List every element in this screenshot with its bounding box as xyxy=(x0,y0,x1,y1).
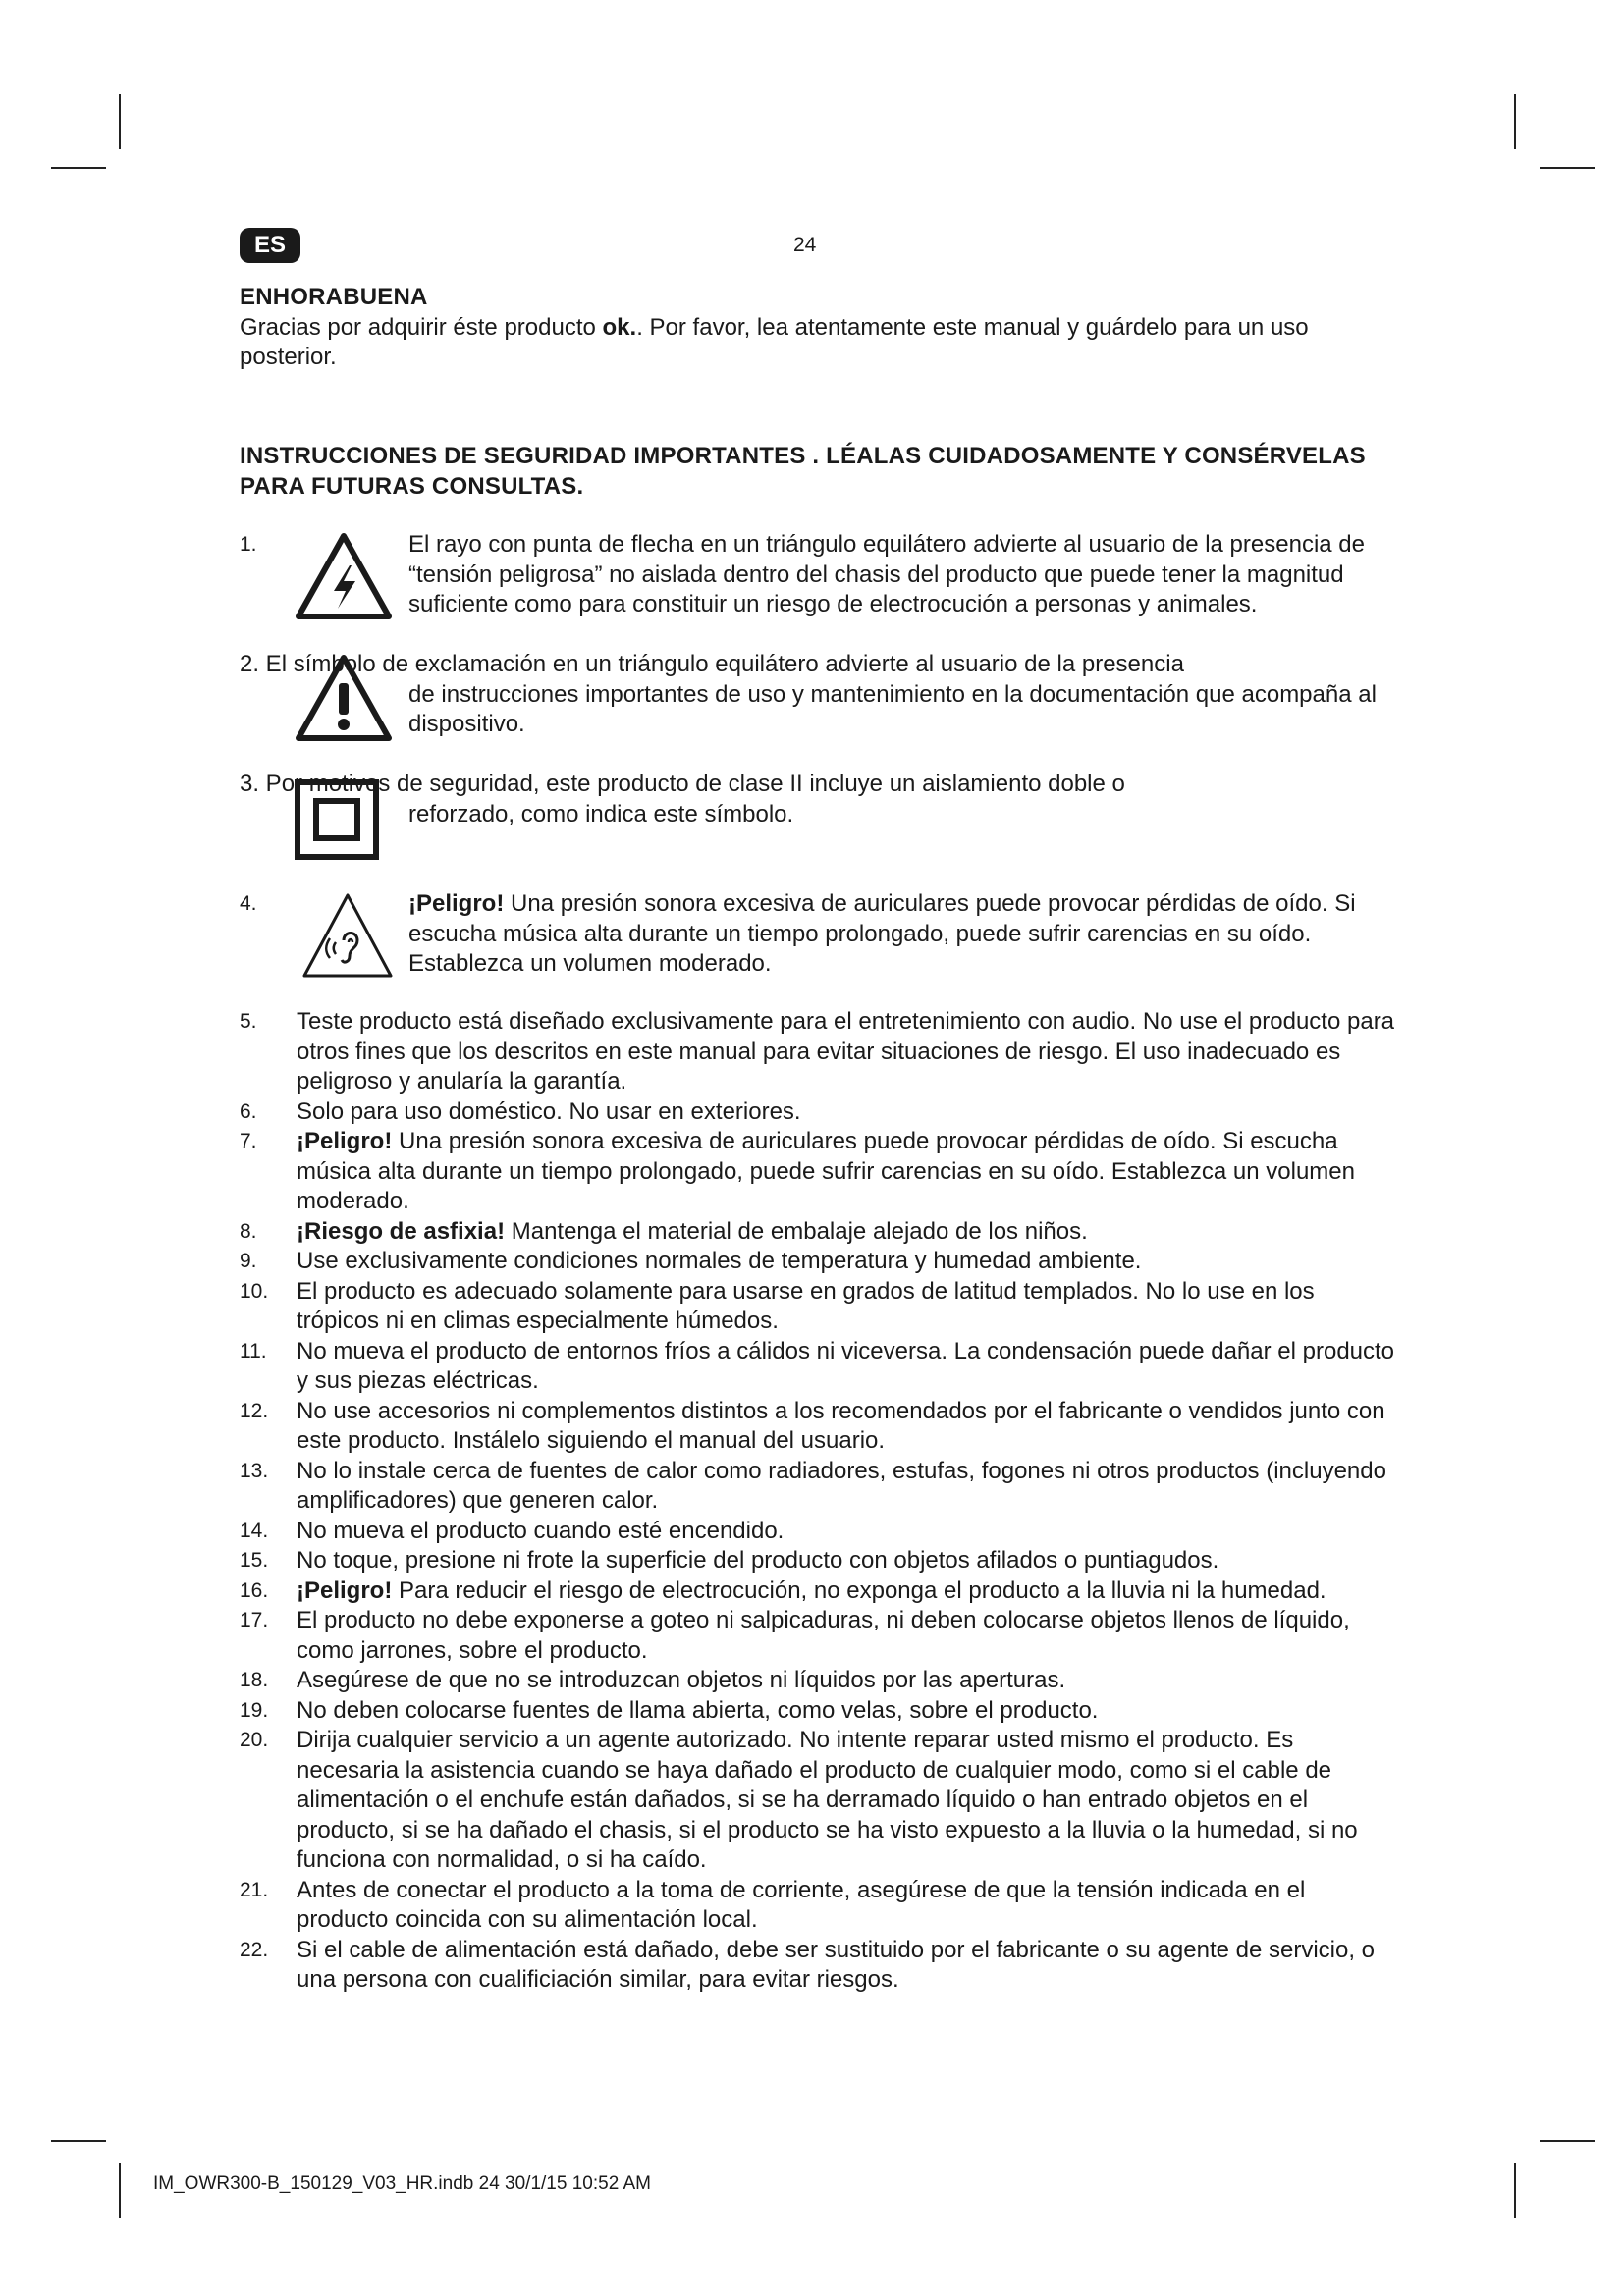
safety-heading: INSTRUCCIONES DE SEGURIDAD IMPORTANTES . LÉALAS CUIDADOSAMENTE Y CONSÉRVELAS PARA FUTURAS CONSULTAS. xyxy=(240,443,1366,500)
print-imprint: IM_OWR300-B_150129_V03_HR.indb 24 30/1/15 10:52 AM xyxy=(153,2173,651,2194)
list-item xyxy=(240,1876,1398,1936)
hearing-warning-icon xyxy=(300,891,395,982)
item-emphasis: ¡Riesgo de asfixia! xyxy=(297,1217,506,1245)
intro-section xyxy=(240,283,1398,373)
brand-name: ok. xyxy=(602,313,637,341)
item-text: Dirija cualquier servicio a un agente autorizado. No intente reparar usted mismo el producto. Es necesaria la asistencia cuando se haya dañado el producto de cualquier modo, como si el cable de alimentación o el enchufe están dañados, si se ha derramado líquido o han entrado objetos en el producto, si se ha dañado el chasis, si el producto se ha visto expuesto a la lluvia o la humedad, si no funciona con normalidad, o si ha caído. xyxy=(297,1727,1358,1873)
list-item xyxy=(240,1606,1398,1666)
list-item xyxy=(240,1936,1398,1996)
item-text: No use accesorios ni complementos distintos a los recomendados por el fabricante o vendidos junto con este producto. Instálelo siguiendo el manual del usuario. xyxy=(297,1397,1385,1454)
list-item xyxy=(240,1247,1398,1277)
item-text: Mantenga el material de embalaje alejado de los niños. xyxy=(505,1217,1088,1245)
crop-mark xyxy=(1514,94,1516,149)
crop-mark xyxy=(1540,2140,1595,2142)
item-number: 20. xyxy=(240,1729,269,1751)
list-item xyxy=(240,1576,1398,1607)
item-emphasis: ¡Peligro! xyxy=(297,1128,393,1154)
item-text: Solo para uso doméstico. No usar en exteriores. xyxy=(297,1097,801,1125)
symbol-item-1: 1. El rayo con punta de flecha en un triángulo equilátero advierte al usuario de la presencia de “tensión peligrosa” no aislada dentro del chasis del producto que puede tener la magnitud suficiente como para constituir un riesgo de electrocución a personas y animales. xyxy=(240,530,1398,648)
list-item xyxy=(240,1666,1398,1696)
item-text: Asegúrese de que no se introduzcan objetos ni líquidos por las aperturas. xyxy=(297,1667,1066,1693)
item-number: 13. xyxy=(240,1459,269,1482)
item-number: 5. xyxy=(240,1010,257,1033)
item-number: 22. xyxy=(240,1938,269,1961)
list-item xyxy=(240,1546,1398,1576)
item-text: No toque, presione ni frote la superficie del producto con objetos afilados o puntiagudos. xyxy=(297,1547,1219,1574)
item-number: 14. xyxy=(240,1519,269,1542)
list-item xyxy=(240,1397,1398,1457)
crop-mark xyxy=(1540,167,1595,169)
crop-mark xyxy=(119,94,121,149)
list-item xyxy=(240,1277,1398,1337)
item-text: No mueva el producto de entornos fríos a cálidos ni viceversa. La condensación puede dañar el producto y sus piezas eléctricas. xyxy=(297,1337,1395,1394)
language-badge: ES xyxy=(240,228,300,263)
item-text: Use exclusivamente condiciones normales de temperatura y humedad ambiente. xyxy=(297,1248,1142,1274)
item-number: 17. xyxy=(240,1609,269,1631)
item-number: 21. xyxy=(240,1878,269,1901)
page-number: 24 xyxy=(793,234,817,256)
list-item xyxy=(240,1007,1398,1097)
lightning-triangle-icon xyxy=(295,532,393,620)
item-text: El producto es adecuado solamente para usarse en grados de latitud templados. No lo use en los trópicos ni en climas especialmente húmedos. xyxy=(297,1277,1315,1334)
item-number: 15. xyxy=(240,1549,269,1572)
item-text: Para reducir el riesgo de electrocución, no exponga el producto a la lluvia ni la humedad. xyxy=(392,1576,1326,1604)
item-text: No mueva el producto cuando esté encendido. xyxy=(297,1517,785,1544)
list-item xyxy=(240,1726,1398,1876)
safety-list xyxy=(240,1007,1398,1996)
list-item xyxy=(240,1217,1398,1248)
item-text: Una presión sonora excesiva de auriculares puede provocar pérdidas de oído. Si escucha música alta durante un tiempo prolongado, puede sufrir carencias en su oído. Establezca un volumen moderado. xyxy=(297,1128,1355,1214)
list-item xyxy=(240,1457,1398,1517)
crop-mark xyxy=(51,2140,106,2142)
item-text: Teste producto está diseñado exclusivamente para el entretenimiento con audio. No use el producto para otros fines que los descritos en este manual para evitar situaciones de riesgo. El uso inadecuado es peligroso y anularía la garantía. xyxy=(297,1008,1395,1095)
item-number: 18. xyxy=(240,1669,269,1691)
list-item xyxy=(240,1517,1398,1547)
crop-mark xyxy=(119,2163,121,2218)
list-item xyxy=(240,1127,1398,1217)
crop-mark xyxy=(1514,2163,1516,2218)
item-number: 9. xyxy=(240,1250,257,1272)
item-number: 11. xyxy=(240,1339,267,1362)
intro-text: Gracias por adquirir éste producto ok.. Por favor, lea atentamente este manual y guárdelo para un uso posterior. xyxy=(240,313,1309,370)
item-number: 19. xyxy=(240,1698,269,1722)
symbol-item-3: 3. Por motivos de seguridad, este producto de clase II incluye un aislamiento doble o reforzado, como indica este símbolo. xyxy=(240,770,1398,858)
danger-label: ¡Peligro! xyxy=(408,890,505,917)
crop-mark xyxy=(51,167,106,169)
item-text: El producto no debe exponerse a goteo ni salpicaduras, ni deben colocarse objetos llenos de líquido, como jarrones, sobre el producto. xyxy=(297,1607,1350,1664)
list-item xyxy=(240,1097,1398,1128)
list-item xyxy=(240,1337,1398,1397)
symbol-item-4: 4. ¡Peligro! Una presión sonora excesiva de auriculares puede provocar pérdidas de oído. Si escucha música alta durante un tiempo prolongado, puede sufrir carencias en su oído. Establezca un volumen moderado. xyxy=(240,889,1398,988)
item-number: 10. xyxy=(240,1279,269,1303)
item-number: 6. xyxy=(240,1099,257,1123)
item-number: 12. xyxy=(240,1399,269,1422)
item-text: Antes de conectar el producto a la toma de corriente, asegúrese de que la tensión indicada en el producto coincida con su alimentación local. xyxy=(297,1876,1306,1933)
item-text: Si el cable de alimentación está dañado, debe ser sustituido por el fabricante o su agente de servicio, o una persona con cualificiación similar, para evitar riesgos. xyxy=(297,1936,1376,1993)
item-text: No lo instale cerca de fuentes de calor como radiadores, estufas, fogones ni otros productos (incluyendo amplificadores) que generen calor. xyxy=(297,1457,1386,1514)
item-number: 16. xyxy=(240,1578,269,1602)
symbol-item-2: 2. El símbolo de exclamación en un triángulo equilátero advierte al usuario de la presencia de instrucciones importantes de uso y mantenimiento en la documentación que acompaña al dispositivo. xyxy=(240,650,1398,738)
item-emphasis: ¡Peligro! xyxy=(297,1576,393,1604)
intro-heading: ENHORABUENA xyxy=(240,284,428,310)
item-text: No deben colocarse fuentes de llama abierta, como velas, sobre el producto. xyxy=(297,1696,1099,1724)
item-number: 8. xyxy=(240,1219,257,1243)
item-number: 7. xyxy=(240,1130,257,1152)
list-item xyxy=(240,1696,1398,1727)
